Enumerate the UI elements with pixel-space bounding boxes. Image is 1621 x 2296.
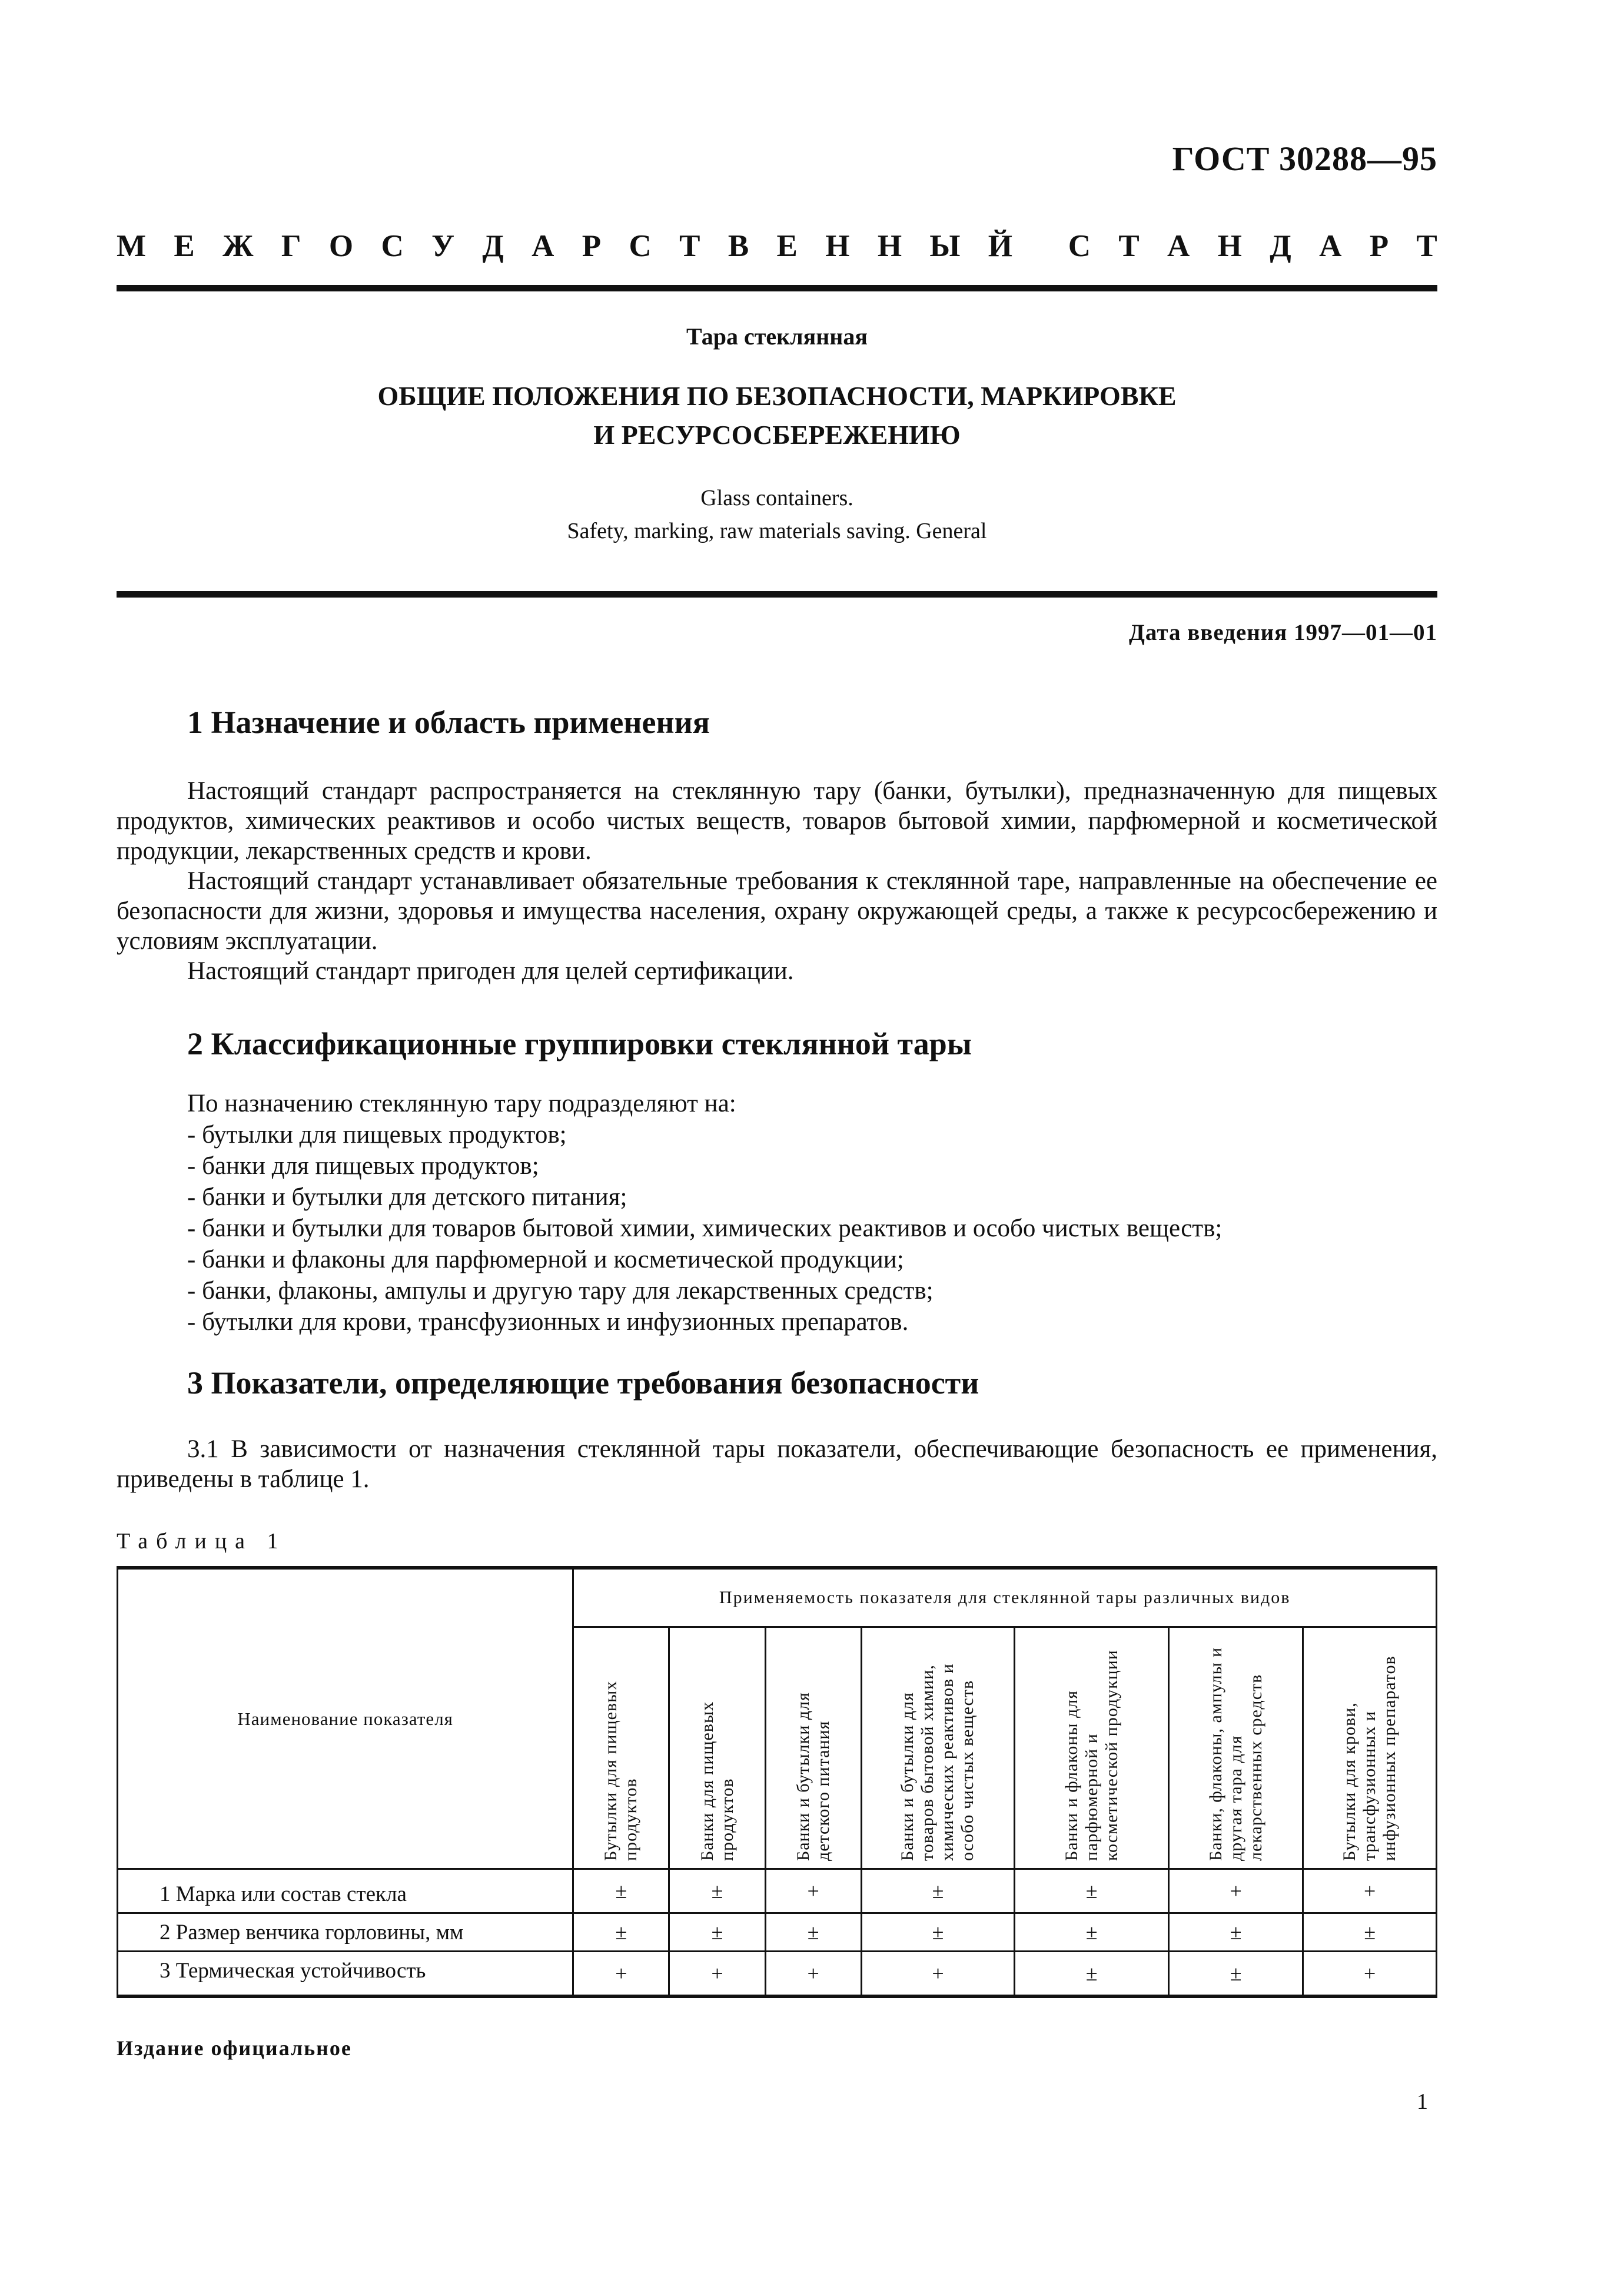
banner-letter: М <box>117 229 147 263</box>
title-line: ОБЩИЕ ПОЛОЖЕНИЯ ПО БЕЗОПАСНОСТИ, МАРКИРОВКЕ <box>377 381 1177 411</box>
english-title-line: Glass containers. <box>700 486 853 510</box>
english-title-line: Safety, marking, raw materials saving. General <box>567 519 987 543</box>
cell-value: + <box>669 1952 765 1997</box>
banner-letter: Н <box>877 229 902 263</box>
column-header <box>861 1627 1015 1869</box>
column-header-text: Банки для пищевых продуктов <box>697 1701 737 1861</box>
cell-value: ± <box>765 1913 861 1952</box>
banner-letter: Ы <box>929 229 961 263</box>
list-item: - бутылки для крови, трансфузионных и инфузионных препаратов. <box>187 1308 909 1336</box>
list-item: - банки для пищевых продуктов; <box>187 1152 539 1180</box>
section-1-body <box>117 776 1437 986</box>
introduction-date: Дата введения 1997—01—01 <box>1129 620 1437 645</box>
row-name: 3 Термическая устойчивость <box>118 1952 573 1997</box>
official-edition-label: Издание официальное <box>117 2036 352 2060</box>
banner-letter: Й <box>988 229 1013 263</box>
cell-value: ± <box>861 1913 1015 1952</box>
column-header-name: Наименование показателя <box>118 1568 573 1869</box>
list-item: - банки и бутылки для детского питания; <box>187 1183 627 1211</box>
cell-value: ± <box>861 1869 1015 1913</box>
row-name: 1 Марка или состав стекла <box>118 1869 573 1913</box>
banner-letter: С <box>381 229 404 263</box>
title-rule <box>117 591 1437 598</box>
column-header <box>669 1627 765 1869</box>
column-header <box>1168 1627 1303 1869</box>
table-row <box>118 1952 1437 1997</box>
list-lead: По назначению стеклянную тару подразделяют на: <box>187 1090 736 1117</box>
banner-letter: Е <box>776 229 798 263</box>
cell-value: + <box>765 1952 861 1997</box>
column-header <box>1303 1627 1437 1869</box>
header-rule <box>117 285 1437 291</box>
column-header-text: Бутылки для пищевых продуктов <box>601 1680 641 1861</box>
cell-value: ± <box>1015 1869 1169 1913</box>
banner-letter: Д <box>482 229 504 263</box>
banner-letter: Ж <box>222 229 254 263</box>
paragraph: Настоящий стандарт устанавливает обязательные требования к стеклянной таре, направленные на обеспечение ее безопасности для жизни, здоровья и имущества населения, охрану окружающей среды, а также к ресурсосбережению и условиям эксплуатации. <box>117 867 1437 955</box>
banner-letter: Т <box>1118 229 1140 263</box>
banner-letter: Т <box>679 229 700 263</box>
banner-letter: С <box>1068 229 1091 263</box>
table-caption: Таблица 1 <box>117 1529 287 1554</box>
cell-value: ± <box>573 1869 669 1913</box>
cell-value: + <box>1168 1869 1303 1913</box>
subtitle: Тара стеклянная <box>686 323 868 350</box>
list-item: - банки и флаконы для парфюмерной и косметической продукции; <box>187 1246 904 1273</box>
paragraph: Настоящий стандарт распространяется на стеклянную тару (банки, бутылки), предназначенную для пищевых продуктов, химических реактивов и особо чистых веществ, товаров бытовой химии, парфюмерной и косметической продукции, лекарственных средств и крови. <box>117 777 1437 865</box>
column-header-text: Банки, флаконы, ампулы и другая тара для лекарственных средств <box>1205 1647 1265 1861</box>
document-code: ГОСТ 30288—95 <box>1172 140 1437 178</box>
cell-value: ± <box>1303 1913 1437 1952</box>
section-2-heading: 2 Классификационные группировки стеклянной тары <box>187 1026 972 1061</box>
column-header-text: Бутылки для крови, трансфузионных и инфузионных препаратов <box>1340 1655 1400 1861</box>
banner-letter: Н <box>825 229 850 263</box>
paragraph: Настоящий стандарт пригоден для целей сертификации. <box>187 957 794 985</box>
section-2-list <box>187 1088 1437 1338</box>
cell-value: + <box>765 1869 861 1913</box>
table-1 <box>117 1566 1437 1998</box>
banner-letter: А <box>532 229 554 263</box>
cell-value: ± <box>1015 1952 1169 1997</box>
table-row <box>118 1869 1437 1913</box>
standard-banner <box>117 228 1437 264</box>
banner-letter: С <box>629 229 652 263</box>
column-group-header: Применяемость показателя для стеклянной тары различных видов <box>573 1568 1437 1627</box>
cell-value: ± <box>573 1913 669 1952</box>
cell-value: + <box>861 1952 1015 1997</box>
cell-value: ± <box>1168 1952 1303 1997</box>
banner-letter: Н <box>1217 229 1242 263</box>
cell-value: ± <box>1168 1913 1303 1952</box>
column-header-text: Банки и бутылки для товаров бытовой химии, химических реактивов и особо чистых веществ <box>898 1663 978 1861</box>
list-item: - банки, флаконы, ампулы и другую тару для лекарственных средств; <box>187 1277 934 1305</box>
column-header <box>765 1627 861 1869</box>
title-line: И РЕСУРСОСБЕРЕЖЕНИЮ <box>593 420 961 450</box>
table-row <box>118 1913 1437 1952</box>
section-3-heading: 3 Показатели, определяющие требования безопасности <box>187 1365 979 1401</box>
cell-value: + <box>1303 1869 1437 1913</box>
banner-letter: У <box>431 229 455 263</box>
section-3-body <box>117 1434 1437 1494</box>
cell-value: ± <box>669 1913 765 1952</box>
banner-letter: В <box>728 229 749 263</box>
column-header <box>573 1627 669 1869</box>
banner-letter: А <box>1319 229 1342 263</box>
column-header <box>1015 1627 1169 1869</box>
column-header-text: Банки и бутылки для детского питания <box>793 1692 833 1861</box>
row-name: 2 Размер венчика горловины, мм <box>118 1913 573 1952</box>
document-title <box>117 377 1437 454</box>
cell-value: ± <box>1015 1913 1169 1952</box>
banner-letter: Р <box>1369 229 1389 263</box>
english-title <box>117 482 1437 548</box>
paragraph: 3.1 В зависимости от назначения стеклянной тары показатели, обеспечивающие безопасность ее применения, приведены в таблице 1. <box>117 1435 1437 1493</box>
list-item: - бутылки для пищевых продуктов; <box>187 1121 567 1149</box>
cell-value: + <box>1303 1952 1437 1997</box>
column-header-text: Банки и флаконы для парфюмерной и косметической продукции <box>1061 1650 1121 1861</box>
banner-letter: Д <box>1270 229 1291 263</box>
cell-value: + <box>573 1952 669 1997</box>
page-number: 1 <box>1417 2089 1428 2114</box>
banner-letter: А <box>1167 229 1190 263</box>
banner-letter: Т <box>1416 229 1437 263</box>
banner-letter: О <box>328 229 354 263</box>
cell-value: ± <box>669 1869 765 1913</box>
section-1-heading: 1 Назначение и область применения <box>187 705 710 740</box>
list-item: - банки и бутылки для товаров бытовой химии, химических реактивов и особо чистых веществ; <box>187 1215 1223 1242</box>
banner-letter: Г <box>281 229 301 263</box>
banner-letter: Е <box>174 229 195 263</box>
banner-letter: Р <box>582 229 602 263</box>
